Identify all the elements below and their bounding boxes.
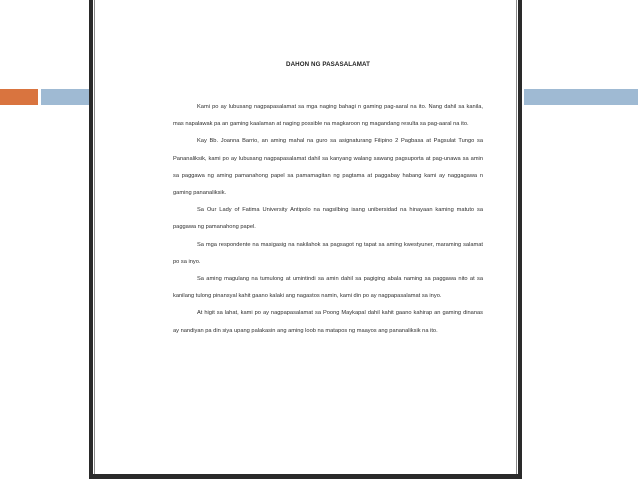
paragraph: Sa Our Lady of Fatima University Antipolo na nagsilbing isang unibersidad na hinayaan kaming matuto sa paggawa ng pamanahong papel.: [173, 207, 483, 231]
paragraph: Kay Bb. Joanna Barrio, an aming mahal na guro sa asignaturang Filipino 2 Pagbasa at Pagsulat Tungo sa Pananaliksik, kami po ay lubusang nagpapasalamat dahil sa kanyang walang sawang pagsuporta at pag-unawa sa amin sa paggawa ng aming pamanahong papel sa pamamagitan ng pagtama at paggabay habang kami ay naggagawa n gaming pananaliksik.: [173, 138, 483, 197]
document-bottom-edge: [89, 474, 522, 479]
paragraph: Sa mga respondente na masigasig na nakilahok sa pagsagot ng tapat sa aming kwestyuner, maraming salamat po sa inyo.: [173, 241, 483, 265]
accent-band-blue-left: [41, 89, 89, 105]
accent-band-blue-right: [524, 89, 638, 105]
document-title: DAHON NG PASASALAMAT: [286, 61, 370, 68]
accent-band-orange: [0, 89, 38, 105]
paragraph: At higit sa lahat, kami po ay nagpapasalamat sa Poong Maykapal dahil kahit gaano kahirap an gaming dinanas ay nandiyan pa din siya upang palakasin ang aming loob na matapos ng maayos ang pananaliksik na ito.: [173, 310, 483, 334]
paragraph: Kami po ay lubusang nagpapasalamat sa mga naging bahagi n gaming pag-aaral na ito. Nang dahil sa kanila, mas napalawak pa an gaming kaalaman at naging possible na magkaroon ng magandang resulta sa pag-aaral na ito.: [173, 104, 483, 128]
paragraph: Sa aming magulang na tumulong at umintindi sa amin dahil sa pagiging abala naming sa paggawa nito at sa kanilang tulong pinansyal kahit gaano kalaki ang nagastos namin, kami din po ay nagpapasalamat sa inyo.: [173, 276, 483, 300]
document-page: [89, 0, 522, 479]
document-content: [173, 61, 483, 340]
